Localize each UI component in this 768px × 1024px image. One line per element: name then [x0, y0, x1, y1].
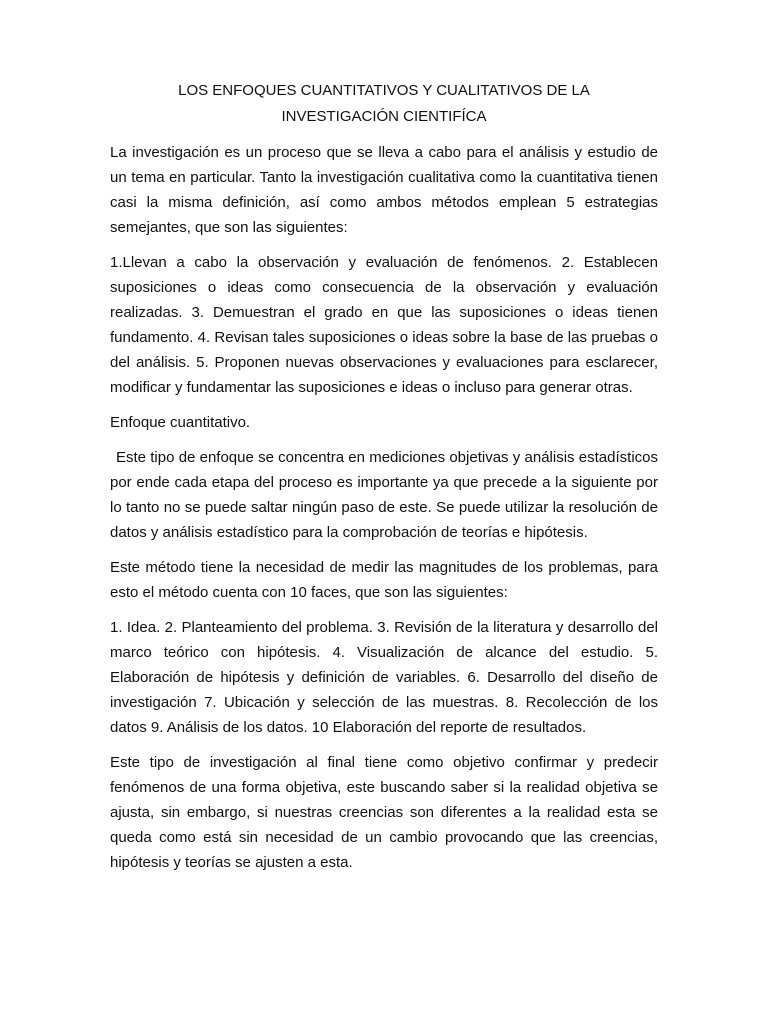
document-title [110, 78, 658, 130]
paragraph-strategies: 1.Llevan a cabo la observación y evaluación de fenómenos. 2. Establecen suposiciones o ideas como consecuencia de la observación y evaluación realizadas. 3. Demuestran el grado en que las suposiciones o ideas tienen fundamento. 4. Revisan tales suposiciones o ideas sobre la base de las pruebas o del análisis. 5. Proponen nuevas observaciones y evaluaciones para esclarecer, modificar y fundamentar las suposiciones e ideas o incluso para generar otras. [110, 254, 658, 396]
paragraph-intro: La investigación es un proceso que se lleva a cabo para el análisis y estudio de un tema en particular. Tanto la investigación cualitativa como la cuantitativa tienen casi la misma definición, así como ambos métodos emplean 5 estrategias semejantes, que son las siguientes: [110, 144, 658, 236]
paragraph-quantitative-description: Este tipo de enfoque se concentra en mediciones objetivas y análisis estadísticos por ende cada etapa del proceso es importante ya que precede a la siguiente por lo tanto no se puede saltar ningún paso de este. Se puede utilizar la resolución de datos y análisis estadístico para la comprobación de teorías e hipótesis. [110, 449, 658, 541]
paragraph-objective: Este tipo de investigación al final tiene como objetivo confirmar y predecir fenómenos de una forma objetiva, este buscando saber si la realidad objetiva se ajusta, sin embargo, si nuestras creencias son diferentes a la realidad esta se queda como está sin necesidad de un cambio provocando que las creencias, hipótesis y teorías se ajusten a esta. [110, 754, 658, 871]
title-line-1: LOS ENFOQUES CUANTITATIVOS Y CUALITATIVOS DE LA [178, 82, 590, 99]
paragraph-method-phases-list: 1. Idea. 2. Planteamiento del problema. 3. Revisión de la literatura y desarrollo del marco teórico con hipótesis. 4. Visualización de alcance del estudio. 5. Elaboración de hipótesis y definición de variables. 6. Desarrollo del diseño de investigación 7. Ubicación y selección de las muestras. 8. Recolección de los datos 9. Análisis de los datos. 10 Elaboración del reporte de resultados. [110, 619, 658, 736]
paragraph-method-phases-intro: Este método tiene la necesidad de medir las magnitudes de los problemas, para esto el método cuenta con 10 faces, que son las siguientes: [110, 559, 658, 601]
section-heading-quantitative: Enfoque cuantitativo. [110, 414, 251, 431]
title-line-2: INVESTIGACIÓN CIENTIFÍCA [281, 108, 487, 125]
